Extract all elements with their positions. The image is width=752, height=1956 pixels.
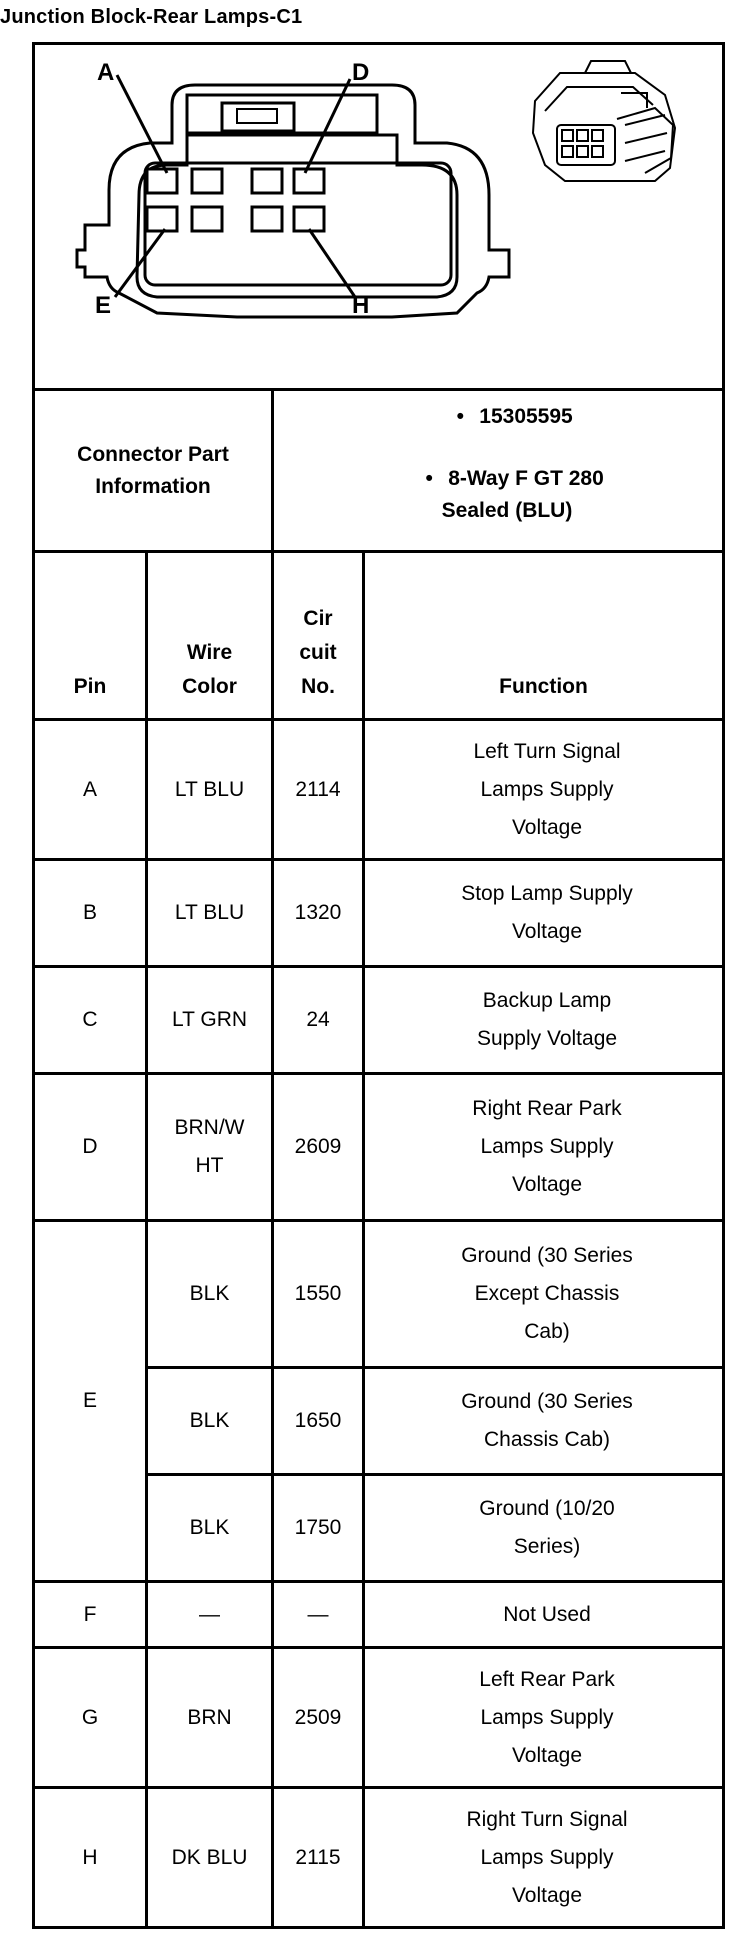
function-cell: Right Rear Park Lamps Supply Voltage — [364, 1074, 724, 1221]
function-cell: Ground (10/20 Series) — [364, 1475, 724, 1582]
function-cell: Backup Lamp Supply Voltage — [364, 967, 724, 1074]
wire-color-cell: BRN/W HT — [147, 1074, 273, 1221]
page-title: Junction Block-Rear Lamps-C1 — [0, 6, 303, 28]
connector-description-1: 8-Way F GT 280 — [448, 467, 604, 490]
bullet-2: • — [425, 467, 433, 490]
connector-face-diagram — [37, 45, 721, 375]
wire-color-cell: DK BLU — [147, 1788, 273, 1928]
circuit-cell: 1650 — [273, 1368, 364, 1475]
circuit-cell: 1320 — [273, 860, 364, 967]
callout-d: D — [351, 59, 369, 86]
connector-info-values — [273, 390, 724, 552]
connector-latch-inner — [222, 103, 294, 131]
connector-latch — [187, 95, 377, 133]
cavity-c — [252, 169, 282, 193]
function-cell: Ground (30 Series Chassis Cab) — [364, 1368, 724, 1475]
header-row — [34, 552, 724, 720]
pin-cell: E — [34, 1221, 147, 1582]
pinout-table — [32, 42, 725, 1929]
circuit-cell: 2509 — [273, 1648, 364, 1788]
function-cell: Not Used — [364, 1582, 724, 1648]
pinout-table-frame — [32, 42, 722, 1950]
wire-color-cell: BLK — [147, 1221, 273, 1368]
circuit-cell: 2609 — [273, 1074, 364, 1221]
pin-cell: A — [34, 720, 147, 860]
connector-description-2: Sealed (BLU) — [441, 499, 573, 522]
header-wire-color: Wire Color — [147, 552, 273, 720]
connector-diagram-cell — [34, 44, 724, 390]
wire-color-cell: BRN — [147, 1648, 273, 1788]
function-cell: Left Rear Park Lamps Supply Voltage — [364, 1648, 724, 1788]
circuit-cell: 2114 — [273, 720, 364, 860]
connector-info-label: Connector Part Information — [34, 390, 273, 552]
function-cell: Stop Lamp Supply Voltage — [364, 860, 724, 967]
table-row — [34, 967, 724, 1074]
table-row — [34, 1221, 724, 1368]
table-row — [34, 1788, 724, 1928]
callout-a: A — [96, 59, 114, 86]
wire-color-cell: — — [147, 1582, 273, 1648]
function-cell: Right Turn Signal Lamps Supply Voltage — [364, 1788, 724, 1928]
connector-3d-illustration — [533, 61, 675, 181]
table-row — [34, 1648, 724, 1788]
cavity-d — [294, 169, 324, 193]
pin-cell: D — [34, 1074, 147, 1221]
cavity-a — [147, 169, 177, 193]
cavity-e — [147, 207, 177, 231]
pin-cell: H — [34, 1788, 147, 1928]
cavity-h — [294, 207, 324, 231]
header-circuit-no: Cir cuit No. — [273, 552, 364, 720]
circuit-cell: 1750 — [273, 1475, 364, 1582]
header-function: Function — [364, 552, 724, 720]
header-pin: Pin — [34, 552, 147, 720]
pin-cell: G — [34, 1648, 147, 1788]
wire-color-cell: LT GRN — [147, 967, 273, 1074]
cavity-f — [192, 207, 222, 231]
table-row — [34, 1074, 724, 1221]
circuit-cell: 24 — [273, 967, 364, 1074]
circuit-cell: 1550 — [273, 1221, 364, 1368]
callout-h: H — [351, 292, 369, 319]
cavity-b — [192, 169, 222, 193]
wire-color-cell: LT BLU — [147, 720, 273, 860]
table-row — [34, 720, 724, 860]
wire-color-cell: BLK — [147, 1475, 273, 1582]
circuit-cell: — — [273, 1582, 364, 1648]
bullet-1: • — [456, 405, 464, 428]
cavity-g — [252, 207, 282, 231]
table-row — [34, 860, 724, 967]
table-row — [34, 1582, 724, 1648]
wire-color-cell: LT BLU — [147, 860, 273, 967]
pin-cell: B — [34, 860, 147, 967]
function-cell: Ground (30 Series Except Chassis Cab) — [364, 1221, 724, 1368]
pin-cell: F — [34, 1582, 147, 1648]
callout-e: E — [94, 292, 111, 319]
function-cell: Left Turn Signal Lamps Supply Voltage — [364, 720, 724, 860]
pin-cell: C — [34, 967, 147, 1074]
part-number: 15305595 — [479, 405, 573, 428]
connector-info-row — [34, 390, 724, 552]
circuit-cell: 2115 — [273, 1788, 364, 1928]
wire-color-cell: BLK — [147, 1368, 273, 1475]
